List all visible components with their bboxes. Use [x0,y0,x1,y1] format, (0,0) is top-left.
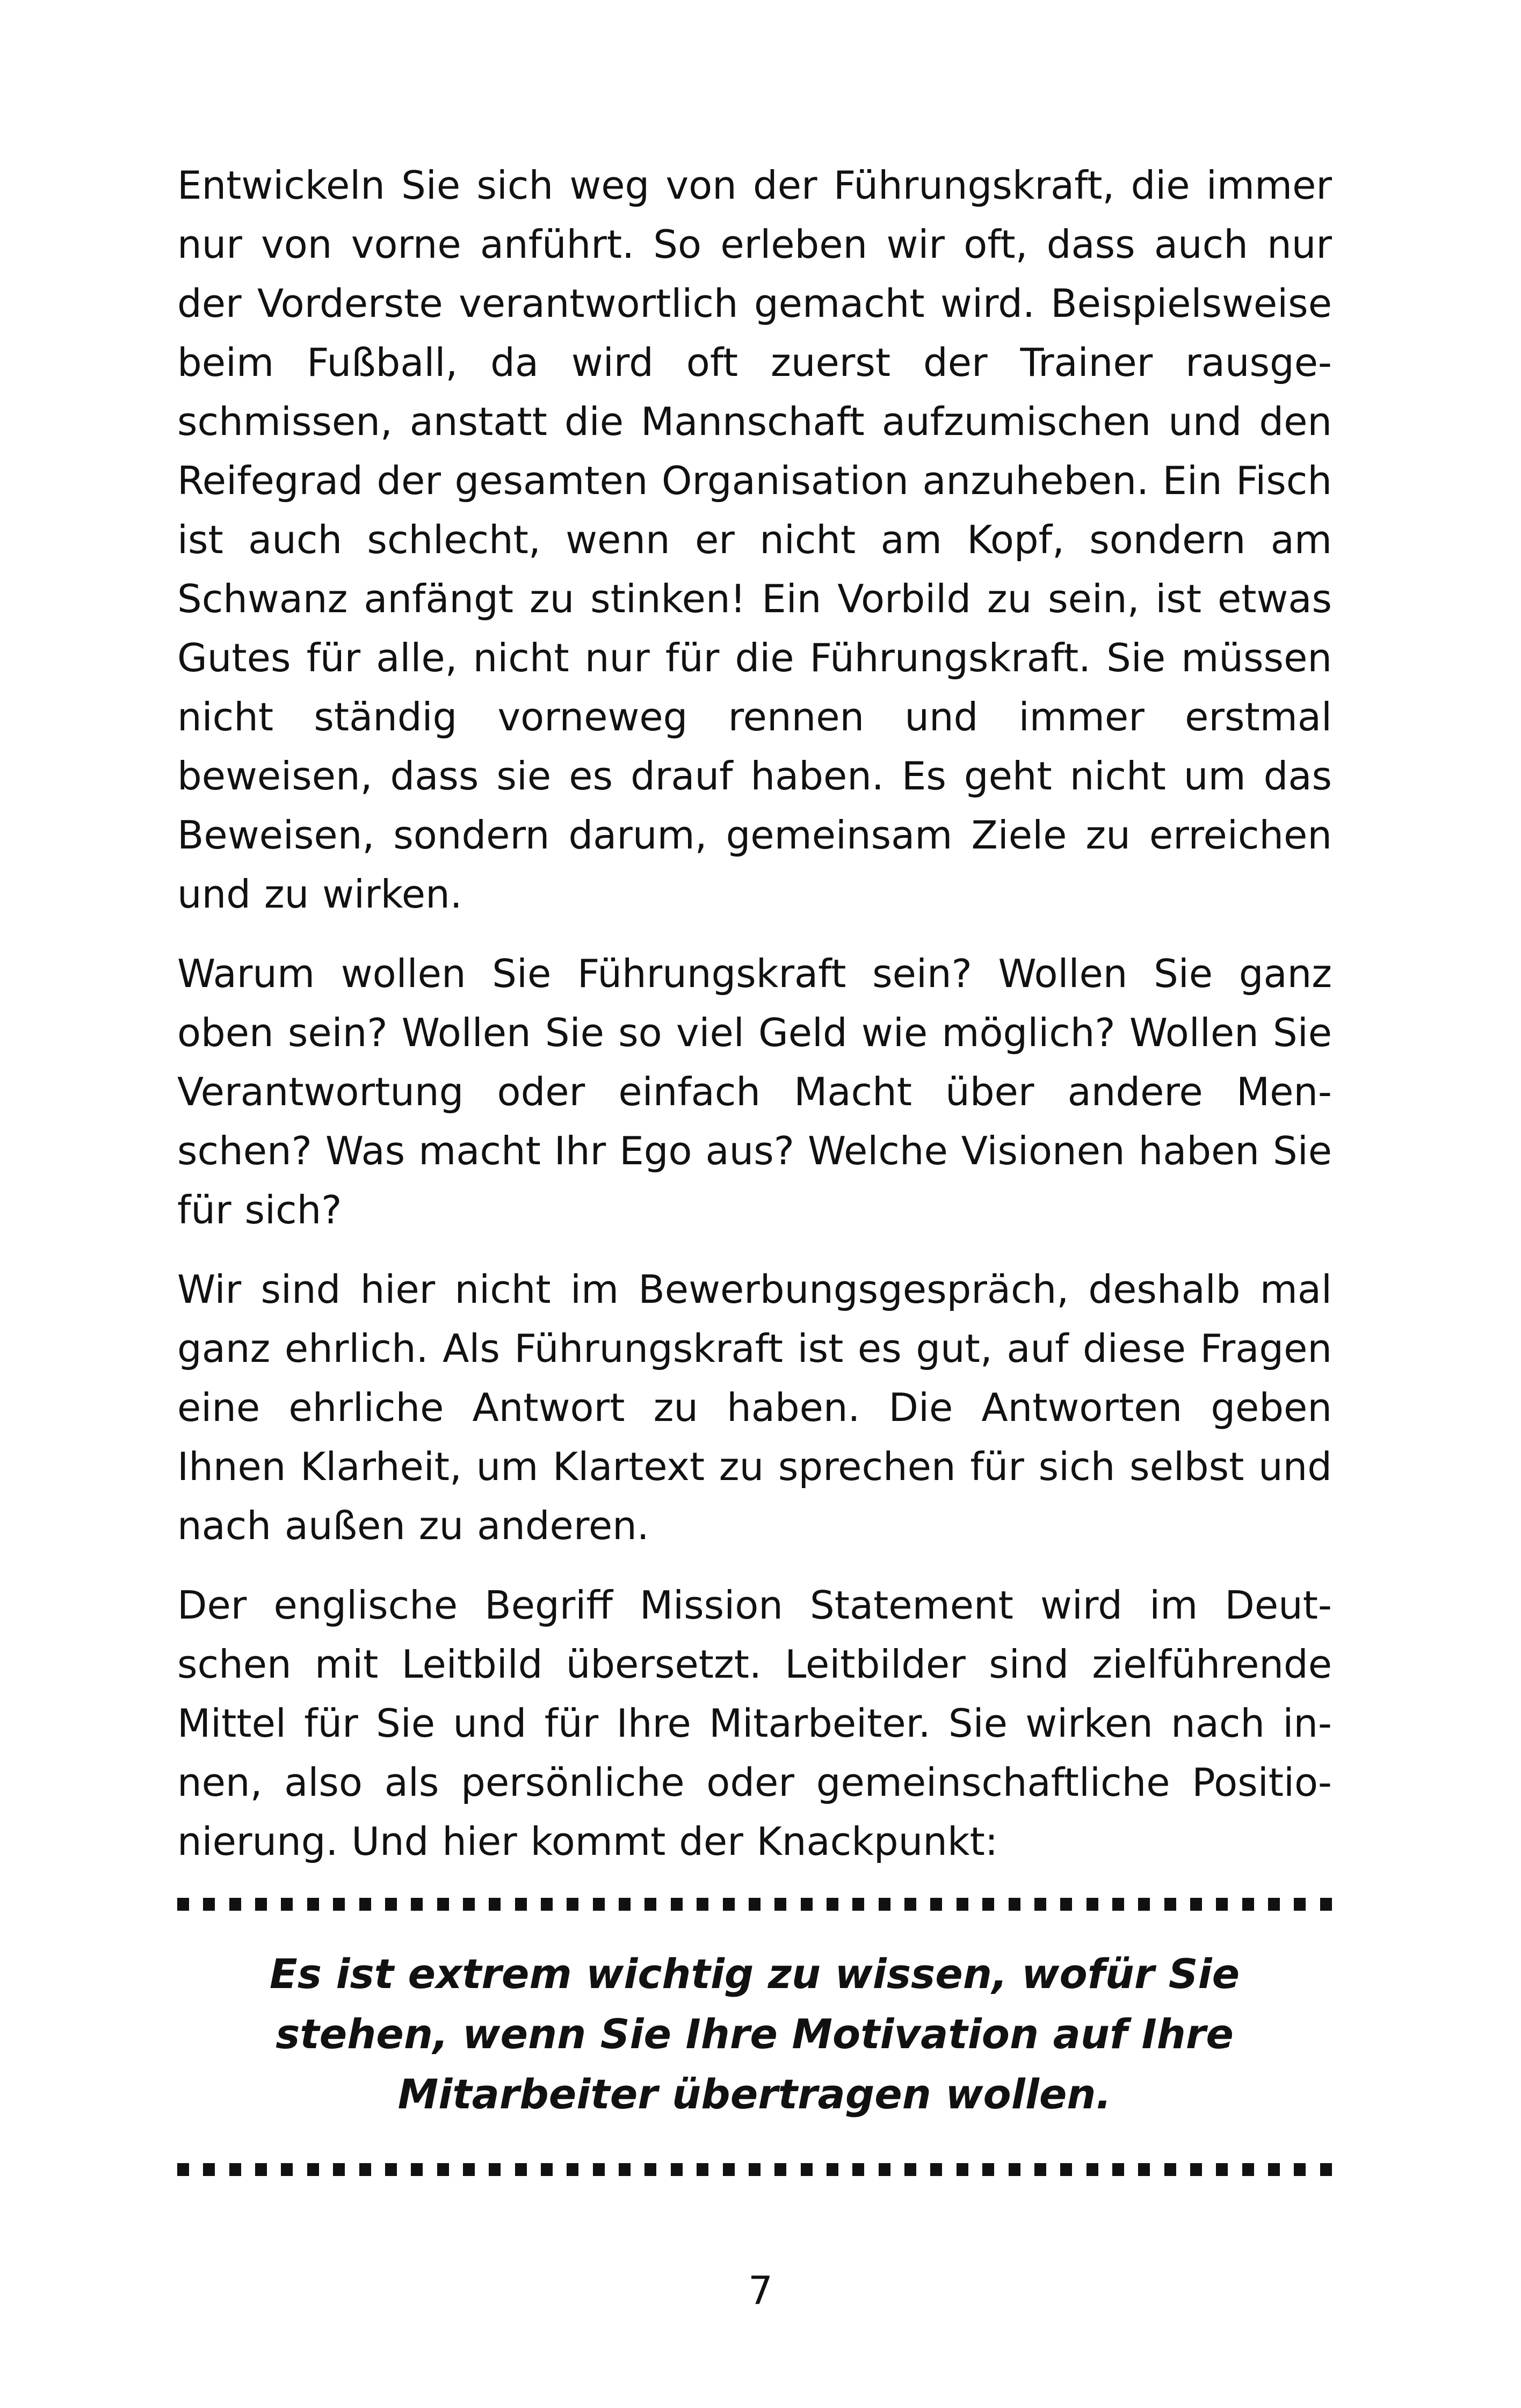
divider-dot [463,1898,475,1911]
divider-dot [385,2163,397,2176]
divider-dot [541,1898,553,1911]
divider-dot [1190,2163,1202,2176]
divider-dot [723,2163,735,2176]
divider-dot [359,2163,371,2176]
divider-dot [229,1898,241,1911]
divider-dot [1216,2163,1228,2176]
divider-dot [801,2163,813,2176]
divider-dot [1087,2163,1098,2176]
paragraph-1: Entwickeln Sie sich weg von der Führungskraft, die immer nur von vorne anführt. So erleben wir oft, dass auch nur der Vorderste verantwortlich gemacht wird. Beispielsweise beim Fußball, da wird oft zuerst der Trainer rausgeschmissen, anstatt die Mannschaft aufzumischen und den Reifegrad der gesamten Organisation anzuheben. Ein Fisch ist auch schlecht, wenn er nicht am Kopf, sondern am Schwanz anfängt zu stinken! Ein Vorbild zu sein, ist etwas Gutes für alle, nicht nur für die Führungskraft. Sie müssen nicht ständig vorneweg rennen und immer erstmal beweisen, dass sie es drauf haben. Es geht nicht um das Beweisen, sondern darum, gemeinsam Ziele zu erreichen und zu wirken. [177,163,1332,917]
divider-dot [1268,2163,1280,2176]
divider-dot [333,2163,345,2176]
divider-dot [1320,1898,1332,1911]
divider-dot [385,1898,397,1911]
divider-dot [723,1898,735,1911]
dotted-divider-top [177,1898,1332,1912]
divider-dot [515,1898,527,1911]
divider-dot [567,2163,578,2176]
divider-dot [1242,2163,1254,2176]
divider-dot [307,2163,319,2176]
divider-dot [541,2163,553,2176]
paragraph-2: Warum wollen Sie Führungskraft sein? Wollen Sie ganz oben sein? Wollen Sie so viel Geld wie möglich? Wollen Sie Verantwortung oder einfach Macht über andere Menschen? Was macht Ihr Ego aus? Welche Visionen haben Sie für sich? [177,951,1332,1232]
divider-dot [1034,2163,1046,2176]
pull-quote: Es ist extrem wichtig zu wissen, wofür Sie stehen, wenn Sie Ihre Motivation auf Ihre Mitarbeiter übertragen wollen. [269,1950,1240,2118]
divider-dot [827,1898,838,1911]
divider-dot [515,2163,527,2176]
divider-dot [982,1898,994,1911]
divider-dot [801,1898,813,1911]
divider-dot [1034,1898,1046,1911]
divider-dot [255,1898,267,1911]
divider-dot [774,1898,786,1911]
divider-dot [437,1898,449,1911]
divider-dot [281,1898,293,1911]
divider-dot [644,1898,656,1911]
divider-dot [957,2163,968,2176]
divider-dot [411,1898,423,1911]
divider-dot [619,1898,631,1911]
divider-dot [904,1898,916,1911]
divider-dot [333,1898,345,1911]
divider-dot [281,2163,293,2176]
page-body [177,156,1332,2177]
divider-dot [619,2163,631,2176]
divider-dot [1294,2163,1306,2176]
divider-dot [489,2163,501,2176]
divider-dot [749,2163,760,2176]
divider-dot [879,1898,890,1911]
divider-dot [359,1898,371,1911]
divider-dot [1112,1898,1124,1911]
divider-dot [879,2163,890,2176]
divider-dot [1242,1898,1254,1911]
divider-dot [1060,1898,1072,1911]
divider-dot [957,1898,968,1911]
divider-dot [1112,2163,1124,2176]
divider-dot [697,2163,708,2176]
divider-dot [982,2163,994,2176]
divider-dot [697,1898,708,1911]
divider-dot [1060,2163,1072,2176]
divider-dot [593,1898,605,1911]
divider-dot [930,1898,942,1911]
divider-dot [229,2163,241,2176]
divider-dot [437,2163,449,2176]
divider-dot [411,2163,423,2176]
divider-dot [255,2163,267,2176]
divider-dot [593,2163,605,2176]
divider-dot [1294,1898,1306,1911]
divider-dot [1087,1898,1098,1911]
divider-dot [827,2163,838,2176]
paragraph-3: Wir sind hier nicht im Bewerbungsgespräch, deshalb mal ganz ehrlich. Als Führungskraft ist es gut, auf diese Fragen eine ehrliche Antwort zu haben. Die Antworten geben Ihnen Klarheit, um Klartext zu sprechen für sich selbst und nach außen zu anderen. [177,1267,1332,1548]
divider-dot [463,2163,475,2176]
divider-dot [203,2163,215,2176]
divider-dot [489,1898,501,1911]
divider-dot [749,1898,760,1911]
divider-dot [774,2163,786,2176]
divider-dot [852,2163,864,2176]
divider-dot [1216,1898,1228,1911]
divider-dot [1164,1898,1176,1911]
divider-dot [1009,1898,1020,1911]
paragraph-4: Der englische Begriff Mission Statement wird im Deutschen mit Leitbild übersetzt. Leitbilder sind zielführende Mittel für Sie und für Ihre Mitarbeiter. Sie wirken nach innen, also als persönliche oder gemeinschaftliche Positionierung. Und hier kommt der Knackpunkt: [177,1583,1332,1864]
divider-dot [177,1898,189,1911]
page-number: 7 [748,2268,773,2313]
divider-dot [1190,1898,1202,1911]
divider-dot [1320,2163,1332,2176]
divider-dot [1138,2163,1150,2176]
divider-dot [904,2163,916,2176]
divider-dot [1009,2163,1020,2176]
divider-dot [930,2163,942,2176]
dotted-divider-bottom [177,2163,1332,2177]
divider-dot [644,2163,656,2176]
divider-dot [671,2163,683,2176]
divider-dot [307,1898,319,1911]
divider-dot [852,1898,864,1911]
divider-dot [1164,2163,1176,2176]
divider-dot [1268,1898,1280,1911]
divider-dot [177,2163,189,2176]
divider-dot [671,1898,683,1911]
divider-dot [567,1898,578,1911]
divider-dot [203,1898,215,1911]
divider-dot [1138,1898,1150,1911]
